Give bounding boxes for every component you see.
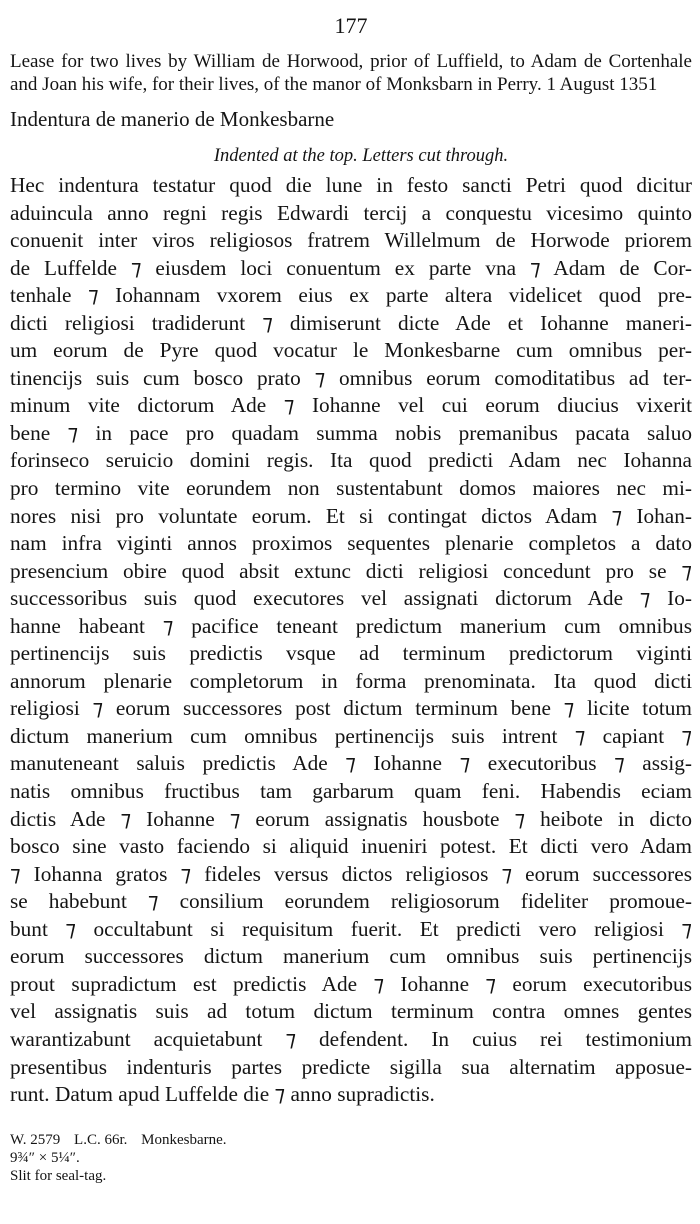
reference-number: W. 2579 [10,1131,61,1148]
text-line: aduincula anno regni regis Edwardi tercij a conquestu vicesimo quinto [10,200,692,225]
text-line: bunt ⁊ occultabunt si requisitum fuerit. Et predicti vero religiosi ⁊ [10,916,692,941]
document-title: Indentura de manerio de Monkesbarne [10,107,335,131]
text-line: dictum manerium cum omnibus pertinencijs suis intrent ⁊ capiant ⁊ [10,723,692,748]
text-line: ⁊ Iohanna gratos ⁊ fideles versus dictos religiosos ⁊ eorum successores [10,861,692,886]
text-line: warantizabunt acquietabunt ⁊ defendent. In cuius rei testimonium [10,1026,692,1051]
text-line: bene ⁊ in pace pro quadam summa nobis premanibus pacata saluo [10,420,692,445]
text-line: tenhale ⁊ Iohannam vxorem eius ex parte altera videlicet quod pre- [10,283,692,308]
text-line: conuenit inter viros religiosos fratrem Willelmum de Horwode priorem [10,228,692,253]
text-line: pro termino vite eorundem non sustentabunt domos maiores nec mi- [10,476,692,501]
text-line: dicti religiosi tradiderunt ⁊ dimiserunt dicte Ade et Iohanne maneri- [10,310,692,335]
text-line: annorum plenarie completorum in forma prenominata. Ita quod dicti [10,668,692,693]
reference-line [10,1131,692,1149]
charter-text [10,172,692,1109]
text-line: religiosi ⁊ eorum successores post dictum terminum bene ⁊ licite totum [10,696,692,721]
reference-folio: L.C. 66r. [74,1131,128,1148]
text-line: minum vite dictorum Ade ⁊ Iohanne vel cui eorum diucius vixerit [10,393,692,418]
text-line: natis omnibus fructibus tam garbarum quam feni. Habendis eciam [10,779,692,804]
text-line: dictis Ade ⁊ Iohanne ⁊ eorum assignatis housbote ⁊ heibote in dicto [10,806,692,831]
text-line: hanne habeant ⁊ pacifice teneant predictum manerium cum omnibus [10,613,692,638]
text-line: runt. Datum apud Luffelde die ⁊ anno supradictis. [10,1082,435,1107]
reference-place: Monkesbarne. [141,1131,227,1148]
text-line: pertinencijs suis predictis vsque ad terminum predictorum viginti [10,641,692,666]
editorial-note: Indented at the top. Letters cut through. [213,146,509,166]
document-summary: Lease for two lives by William de Horwood, prior of Luffield, to Adam de Cortenhale and Joan his wife, for their lives, of the manor of Monksbarn in Perry. 1 August 1351 [10,51,692,95]
text-line: forinseco seruicio domini regis. Ita quod predicti Adam nec Iohanna [10,448,692,473]
text-line: bosco sine vasto faciendo si aliquid inueniri potest. Et dicti vero Adam [10,834,692,859]
text-line: nores nisi pro voluntate eorum. Et si contingat dictos Adam ⁊ Iohan- [10,503,692,528]
text-line: successoribus suis quod executores vel assignati dictorum Ade ⁊ Io- [10,586,692,611]
text-line: de Luffelde ⁊ eiusdem loci conuentum ex parte vna ⁊ Adam de Cor- [10,255,692,280]
text-line: se habebunt ⁊ consilium eorundem religiosorum fideliter promoue- [10,889,692,914]
text-line: vel assignatis suis ad totum dictum terminum contra omnes gentes [10,999,692,1024]
seal-note: Slit for seal-tag. [10,1167,107,1184]
text-line: tinencijs suis cum bosco prato ⁊ omnibus eorum comoditatibus ad ter- [10,365,692,390]
text-line: prout supradictum est predictis Ade ⁊ Iohanne ⁊ eorum executoribus [10,971,692,996]
text-line: Hec indentura testatur quod die lune in festo sancti Petri quod dicitur [10,173,692,197]
text-line: presencium obire quod absit extunc dicti religiosi concedunt pro se ⁊ [10,558,692,583]
text-line: presentibus indenturis partes predicte sigilla sua alternatim apposue- [10,1054,692,1079]
dimensions: 9¾″ × 5¼″. [10,1149,80,1166]
text-line: eorum successores dictum manerium cum omnibus suis pertinencijs [10,944,692,969]
text-line: manuteneant saluis predictis Ade ⁊ Iohanne ⁊ executoribus ⁊ assig- [10,751,692,776]
page-number: 177 [334,13,368,38]
text-line: um eorum de Pyre quod vocatur le Monkesbarne cum omnibus per- [10,338,692,363]
document-footer [10,1131,692,1185]
text-line: nam infra viginti annos proximos sequentes plenarie completos a dato [10,531,692,556]
